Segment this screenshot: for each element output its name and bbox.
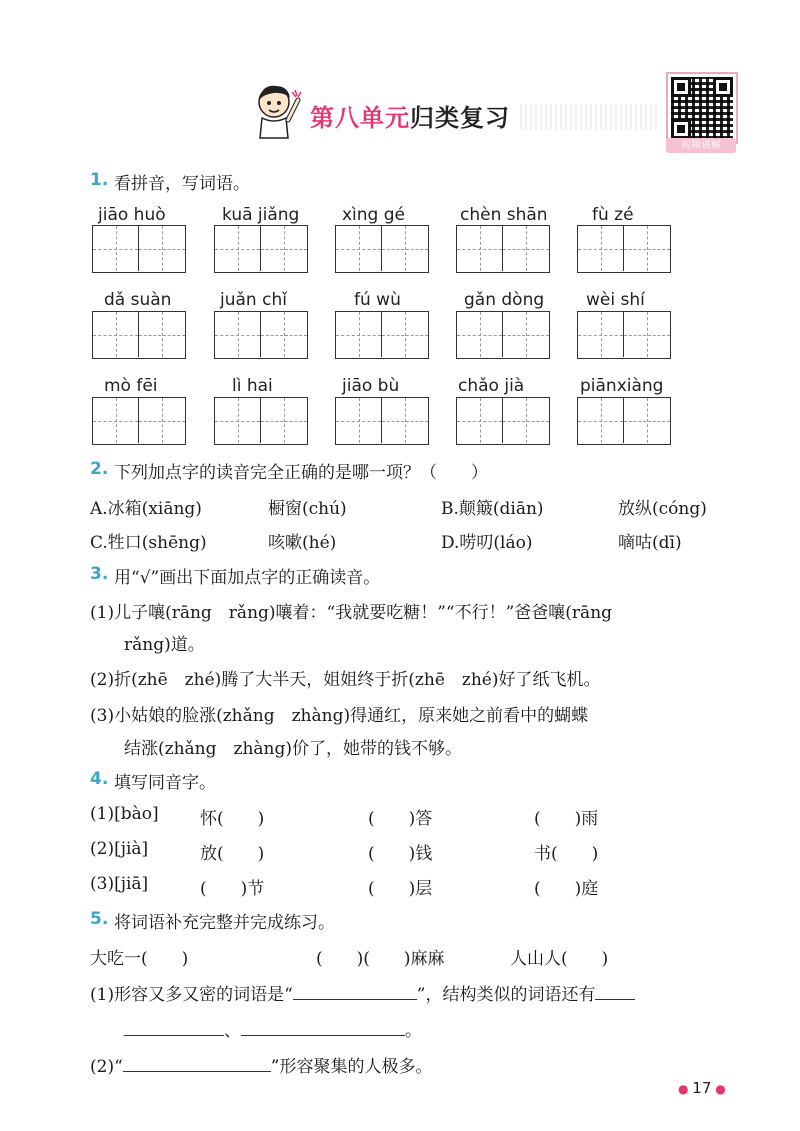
q4-prompt: 填写同音字。 (114, 773, 216, 793)
pinyin-label: juǎn chǐ (220, 290, 287, 310)
writing-grid[interactable] (92, 397, 186, 445)
option-b-word2: 放纵(cóng) (618, 499, 707, 519)
q1-prompt: 看拼音，写词语。 (114, 174, 250, 194)
writing-grid[interactable] (577, 397, 671, 445)
q5-number: 5. (90, 909, 109, 929)
writing-grid[interactable] (456, 397, 550, 445)
pinyin-label: lì hai (232, 376, 273, 396)
q3-sentence-3: (3)小姑娘的脸涨(zhǎng zhàng)得通红，原来她之前看中的蝴蝶 (90, 706, 589, 726)
writing-grid[interactable] (92, 311, 186, 359)
option-a-word1[interactable]: A.冰箱(xiāng) (90, 499, 202, 519)
answer-blank[interactable] (595, 983, 635, 1000)
q3-sentence-2: (2)折(zhē zhé)腾了大半天，姐姐终于折(zhē zhé)好了纸飞机。 (90, 670, 601, 690)
writing-grid[interactable] (456, 225, 550, 273)
pinyin-label: mò fēi (104, 376, 158, 396)
q3-prompt: 用“√”画出下面加点字的正确读音。 (114, 568, 381, 588)
option-b-word1[interactable]: B.颠簸(diān) (441, 499, 544, 519)
writing-grid[interactable] (335, 225, 429, 273)
q3-number: 3. (90, 564, 109, 584)
pinyin-label: jiāo huò (98, 205, 166, 225)
option-c-word1[interactable]: C.牲口(shēng) (90, 533, 207, 553)
boy-mascot-illustration (250, 78, 306, 140)
q1-number: 1. (90, 170, 109, 190)
idiom-blank-3[interactable]: 人山人( ) (510, 949, 609, 969)
qr-label: 视频讲解 (666, 138, 736, 153)
pinyin-label: dǎ suàn (104, 290, 172, 310)
pinyin-label: chèn shān (460, 205, 548, 225)
q5-sub1-cont (124, 1016, 422, 1041)
q5-sub1-text-a: (1)形容又多又密的词语是“ (90, 985, 293, 1005)
qr-code-image[interactable] (668, 74, 736, 142)
q5-sub2-text-a: (2)“ (90, 1057, 123, 1077)
title-decoration (520, 104, 660, 130)
writing-grid[interactable] (335, 311, 429, 359)
q4-row2-pinyin: (2)[jià] (90, 839, 149, 859)
q4-blank[interactable]: 怀( ) (200, 809, 265, 829)
q3-sentence-3-cont: 结涨(zhǎng zhàng)价了，她带的钱不够。 (124, 739, 463, 759)
q3-sentence-1-cont: rǎng)道。 (124, 635, 205, 655)
pinyin-label: piānxiàng (580, 376, 664, 396)
option-c-word2: 咳嗽(hé) (268, 533, 337, 553)
q5-sub2 (90, 1052, 432, 1077)
writing-grid[interactable] (577, 311, 671, 359)
option-d-word2: 嘀咕(dī) (618, 533, 682, 553)
idiom-blank-1[interactable]: 大吃一( ) (90, 949, 189, 969)
writing-grid[interactable] (92, 225, 186, 273)
q5-sub1-end: 。 (405, 1021, 422, 1041)
pinyin-label: xìng gé (342, 205, 406, 225)
q5-sub1-text-b: ”，结构类似的词语还有 (416, 985, 596, 1005)
q4-row1-pinyin: (1)[bào] (90, 804, 159, 824)
option-a-word2: 橱窗(chú) (268, 499, 347, 519)
writing-grid[interactable] (456, 311, 550, 359)
q3-sentence-1: (1)儿子嚷(rāng rǎng)嚷着：“我就要吃糖！”“不行！”爸爸嚷(rāng (90, 603, 613, 623)
q4-blank[interactable]: 放( ) (200, 844, 265, 864)
idiom-blank-2[interactable]: ( )( )麻麻 (316, 949, 445, 969)
q4-blank[interactable]: ( )钱 (368, 844, 433, 864)
pinyin-label: wèi shí (586, 290, 645, 310)
answer-blank[interactable] (124, 1019, 224, 1036)
q4-blank[interactable]: ( )节 (200, 879, 265, 899)
writing-grid[interactable] (214, 225, 308, 273)
q4-blank[interactable]: ( )答 (368, 809, 433, 829)
q2-number: 2. (90, 459, 109, 479)
writing-grid[interactable] (214, 397, 308, 445)
answer-blank[interactable] (241, 1019, 405, 1036)
pinyin-label: fù zé (592, 205, 634, 225)
q5-sub2-text-b: ”形容聚集的人极多。 (270, 1057, 433, 1077)
pinyin-label: kuā jiǎng (222, 205, 300, 225)
option-d-word1[interactable]: D.唠叨(láo) (441, 533, 533, 553)
page-number: ● 17 ● (678, 1079, 726, 1097)
answer-blank[interactable] (123, 1055, 271, 1072)
pinyin-label: chǎo jià (458, 376, 525, 396)
q5-prompt: 将词语补充完整并完成练习。 (114, 913, 335, 933)
q4-blank[interactable]: 书( ) (534, 844, 599, 864)
q4-number: 4. (90, 769, 109, 789)
page-title: 第八单元归类复习 (310, 104, 510, 132)
pinyin-label: jiāo bù (342, 376, 400, 396)
writing-grid[interactable] (335, 397, 429, 445)
pinyin-label: gǎn dòng (464, 290, 545, 310)
q4-row3-pinyin: (3)[jiā] (90, 874, 149, 894)
q2-prompt: 下列加点字的读音完全正确的是哪一项？（ ） (114, 463, 488, 483)
q5-sub1-sep: 、 (224, 1021, 241, 1041)
writing-grid[interactable] (577, 225, 671, 273)
answer-blank[interactable] (293, 983, 417, 1000)
q4-blank[interactable]: ( )雨 (534, 809, 599, 829)
q4-blank[interactable]: ( )层 (368, 879, 433, 899)
q5-sub1 (90, 980, 635, 1005)
q4-blank[interactable]: ( )庭 (534, 879, 599, 899)
pinyin-label: fú wù (354, 290, 401, 310)
writing-grid[interactable] (214, 311, 308, 359)
